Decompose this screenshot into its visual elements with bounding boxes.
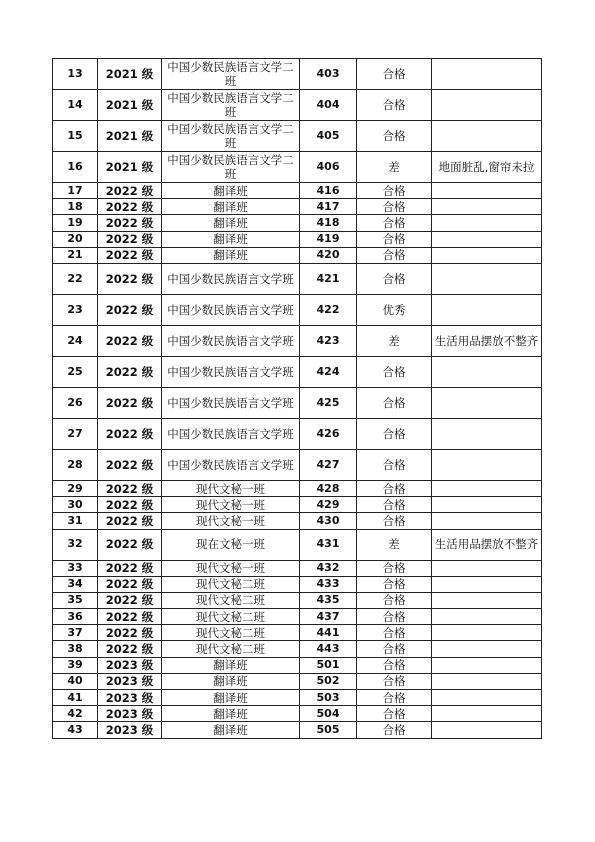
cell-result: 合格 (357, 513, 432, 529)
cell-grade: 2021 级 (98, 59, 162, 90)
cell-number: 41 (53, 690, 98, 706)
cell-room: 501 (300, 657, 357, 673)
table-row (53, 657, 542, 673)
cell-room: 430 (300, 513, 357, 529)
cell-grade: 2022 级 (98, 247, 162, 263)
cell-class: 中国少数民族语言文学班 (162, 387, 300, 418)
cell-result: 合格 (357, 90, 432, 121)
cell-grade: 2022 级 (98, 325, 162, 356)
cell-class: 现代文秘一班 (162, 560, 300, 576)
cell-number: 20 (53, 231, 98, 247)
cell-result: 差 (357, 529, 432, 560)
table-row (53, 121, 542, 152)
cell-room: 426 (300, 418, 357, 449)
cell-class: 翻译班 (162, 722, 300, 738)
cell-note (432, 497, 542, 513)
cell-grade: 2022 级 (98, 356, 162, 387)
cell-room: 416 (300, 183, 357, 199)
table-row (53, 706, 542, 722)
cell-room: 505 (300, 722, 357, 738)
cell-note: 地面脏乱,窗帘未拉 (432, 152, 542, 183)
table-row (53, 449, 542, 480)
cell-class: 现代文秘二班 (162, 576, 300, 592)
cell-number: 32 (53, 529, 98, 560)
table-row (53, 497, 542, 513)
table-row (53, 690, 542, 706)
cell-class: 现代文秘一班 (162, 497, 300, 513)
cell-grade: 2022 级 (98, 609, 162, 625)
cell-class: 现代文秘一班 (162, 513, 300, 529)
cell-result: 合格 (357, 480, 432, 496)
cell-class: 中国少数民族语言文学二班 (162, 152, 300, 183)
cell-result: 差 (357, 325, 432, 356)
cell-grade: 2021 级 (98, 121, 162, 152)
cell-grade: 2022 级 (98, 625, 162, 641)
cell-room: 421 (300, 263, 357, 294)
cell-note: 生活用品摆放不整齐 (432, 325, 542, 356)
cell-room: 435 (300, 592, 357, 608)
cell-note (432, 706, 542, 722)
cell-note: 生活用品摆放不整齐 (432, 529, 542, 560)
cell-grade: 2022 级 (98, 480, 162, 496)
cell-grade: 2022 级 (98, 529, 162, 560)
cell-note (432, 609, 542, 625)
table-row (53, 387, 542, 418)
cell-number: 37 (53, 625, 98, 641)
table-row (53, 215, 542, 231)
cell-class: 现代文秘一班 (162, 480, 300, 496)
cell-result: 合格 (357, 199, 432, 215)
table-row (53, 625, 542, 641)
cell-number: 38 (53, 641, 98, 657)
cell-class: 翻译班 (162, 199, 300, 215)
cell-number: 15 (53, 121, 98, 152)
cell-room: 427 (300, 449, 357, 480)
cell-result: 合格 (357, 387, 432, 418)
cell-note (432, 449, 542, 480)
cell-class: 翻译班 (162, 183, 300, 199)
cell-number: 30 (53, 497, 98, 513)
cell-room: 502 (300, 673, 357, 689)
cell-class: 翻译班 (162, 231, 300, 247)
cell-class: 翻译班 (162, 706, 300, 722)
cell-class: 现在文秘一班 (162, 529, 300, 560)
cell-room: 419 (300, 231, 357, 247)
cell-room: 429 (300, 497, 357, 513)
cell-note (432, 690, 542, 706)
cell-room: 405 (300, 121, 357, 152)
cell-grade: 2022 级 (98, 263, 162, 294)
table-row (53, 576, 542, 592)
cell-note (432, 121, 542, 152)
cell-result: 优秀 (357, 294, 432, 325)
cell-number: 40 (53, 673, 98, 689)
cell-number: 39 (53, 657, 98, 673)
cell-number: 36 (53, 609, 98, 625)
cell-result: 合格 (357, 449, 432, 480)
cell-note (432, 231, 542, 247)
cell-grade: 2022 级 (98, 418, 162, 449)
cell-result: 合格 (357, 576, 432, 592)
cell-note (432, 480, 542, 496)
cell-result: 合格 (357, 231, 432, 247)
cell-grade: 2022 级 (98, 560, 162, 576)
cell-room: 420 (300, 247, 357, 263)
cell-result: 合格 (357, 215, 432, 231)
cell-number: 14 (53, 90, 98, 121)
table-row (53, 560, 542, 576)
cell-room: 418 (300, 215, 357, 231)
cell-note (432, 183, 542, 199)
cell-grade: 2022 级 (98, 449, 162, 480)
cell-number: 29 (53, 480, 98, 496)
cell-number: 22 (53, 263, 98, 294)
cell-number: 34 (53, 576, 98, 592)
cell-note (432, 625, 542, 641)
table-row (53, 418, 542, 449)
cell-grade: 2022 级 (98, 513, 162, 529)
cell-class: 中国少数民族语言文学二班 (162, 59, 300, 90)
cell-class: 中国少数民族语言文学班 (162, 263, 300, 294)
cell-result: 合格 (357, 673, 432, 689)
cell-result: 合格 (357, 657, 432, 673)
cell-result: 合格 (357, 497, 432, 513)
cell-note (432, 215, 542, 231)
cell-grade: 2022 级 (98, 641, 162, 657)
cell-note (432, 356, 542, 387)
cell-note (432, 722, 542, 738)
table-row (53, 673, 542, 689)
table-row (53, 513, 542, 529)
cell-note (432, 641, 542, 657)
cell-grade: 2022 级 (98, 215, 162, 231)
cell-number: 27 (53, 418, 98, 449)
cell-note (432, 418, 542, 449)
cell-class: 翻译班 (162, 657, 300, 673)
cell-room: 423 (300, 325, 357, 356)
table-row (53, 294, 542, 325)
cell-result: 差 (357, 152, 432, 183)
cell-result: 合格 (357, 625, 432, 641)
cell-room: 441 (300, 625, 357, 641)
cell-result: 合格 (357, 609, 432, 625)
cell-result: 合格 (357, 121, 432, 152)
table-row (53, 529, 542, 560)
cell-result: 合格 (357, 183, 432, 199)
cell-class: 中国少数民族语言文学班 (162, 449, 300, 480)
cell-note (432, 294, 542, 325)
cell-class: 翻译班 (162, 673, 300, 689)
table-row (53, 641, 542, 657)
cell-note (432, 387, 542, 418)
cell-result: 合格 (357, 263, 432, 294)
cell-note (432, 90, 542, 121)
cell-grade: 2023 级 (98, 706, 162, 722)
table-row (53, 480, 542, 496)
cell-room: 433 (300, 576, 357, 592)
cell-number: 25 (53, 356, 98, 387)
cell-result: 合格 (357, 690, 432, 706)
cell-number: 35 (53, 592, 98, 608)
cell-room: 403 (300, 59, 357, 90)
cell-note (432, 199, 542, 215)
cell-class: 现代文秘二班 (162, 592, 300, 608)
cell-number: 18 (53, 199, 98, 215)
cell-class: 翻译班 (162, 215, 300, 231)
cell-note (432, 59, 542, 90)
cell-result: 合格 (357, 247, 432, 263)
cell-grade: 2023 级 (98, 657, 162, 673)
cell-note (432, 247, 542, 263)
cell-number: 23 (53, 294, 98, 325)
table-row (53, 152, 542, 183)
cell-result: 合格 (357, 59, 432, 90)
cell-grade: 2023 级 (98, 690, 162, 706)
cell-note (432, 263, 542, 294)
table-row (53, 183, 542, 199)
cell-class: 中国少数民族语言文学二班 (162, 121, 300, 152)
cell-room: 503 (300, 690, 357, 706)
cell-result: 合格 (357, 641, 432, 657)
cell-class: 中国少数民族语言文学班 (162, 325, 300, 356)
cell-result: 合格 (357, 592, 432, 608)
cell-grade: 2022 级 (98, 199, 162, 215)
cell-grade: 2021 级 (98, 90, 162, 121)
cell-room: 424 (300, 356, 357, 387)
cell-number: 21 (53, 247, 98, 263)
cell-class: 中国少数民族语言文学二班 (162, 90, 300, 121)
cell-note (432, 673, 542, 689)
cell-room: 443 (300, 641, 357, 657)
cell-note (432, 560, 542, 576)
cell-number: 17 (53, 183, 98, 199)
cell-number: 28 (53, 449, 98, 480)
cell-number: 43 (53, 722, 98, 738)
table-row (53, 609, 542, 625)
cell-room: 428 (300, 480, 357, 496)
cell-room: 406 (300, 152, 357, 183)
cell-class: 中国少数民族语言文学班 (162, 294, 300, 325)
cell-room: 432 (300, 560, 357, 576)
cell-grade: 2022 级 (98, 387, 162, 418)
cell-grade: 2022 级 (98, 231, 162, 247)
cell-room: 437 (300, 609, 357, 625)
cell-number: 19 (53, 215, 98, 231)
table-row (53, 592, 542, 608)
cell-room: 422 (300, 294, 357, 325)
cell-number: 16 (53, 152, 98, 183)
cell-room: 404 (300, 90, 357, 121)
dorm-inspection-table (52, 58, 542, 739)
table-row (53, 356, 542, 387)
table-row (53, 722, 542, 738)
cell-class: 中国少数民族语言文学班 (162, 418, 300, 449)
table-row (53, 325, 542, 356)
cell-grade: 2022 级 (98, 183, 162, 199)
cell-number: 13 (53, 59, 98, 90)
cell-grade: 2022 级 (98, 294, 162, 325)
table-row (53, 263, 542, 294)
cell-grade: 2021 级 (98, 152, 162, 183)
cell-class: 翻译班 (162, 247, 300, 263)
cell-result: 合格 (357, 722, 432, 738)
cell-grade: 2022 级 (98, 576, 162, 592)
cell-note (432, 592, 542, 608)
cell-room: 504 (300, 706, 357, 722)
cell-note (432, 576, 542, 592)
cell-result: 合格 (357, 418, 432, 449)
table-row (53, 90, 542, 121)
cell-class: 现代文秘二班 (162, 625, 300, 641)
table-row (53, 231, 542, 247)
cell-room: 425 (300, 387, 357, 418)
cell-result: 合格 (357, 706, 432, 722)
cell-grade: 2023 级 (98, 722, 162, 738)
cell-class: 现代文秘二班 (162, 609, 300, 625)
cell-class: 中国少数民族语言文学班 (162, 356, 300, 387)
cell-class: 现代文秘二班 (162, 641, 300, 657)
cell-note (432, 657, 542, 673)
cell-number: 33 (53, 560, 98, 576)
cell-grade: 2023 级 (98, 673, 162, 689)
cell-number: 42 (53, 706, 98, 722)
cell-room: 431 (300, 529, 357, 560)
cell-class: 翻译班 (162, 690, 300, 706)
cell-number: 26 (53, 387, 98, 418)
cell-room: 417 (300, 199, 357, 215)
cell-result: 合格 (357, 356, 432, 387)
cell-note (432, 513, 542, 529)
table-row (53, 247, 542, 263)
cell-number: 24 (53, 325, 98, 356)
table-row (53, 199, 542, 215)
cell-grade: 2022 级 (98, 592, 162, 608)
cell-number: 31 (53, 513, 98, 529)
table-body (53, 59, 542, 739)
table-row (53, 59, 542, 90)
cell-result: 合格 (357, 560, 432, 576)
cell-grade: 2022 级 (98, 497, 162, 513)
